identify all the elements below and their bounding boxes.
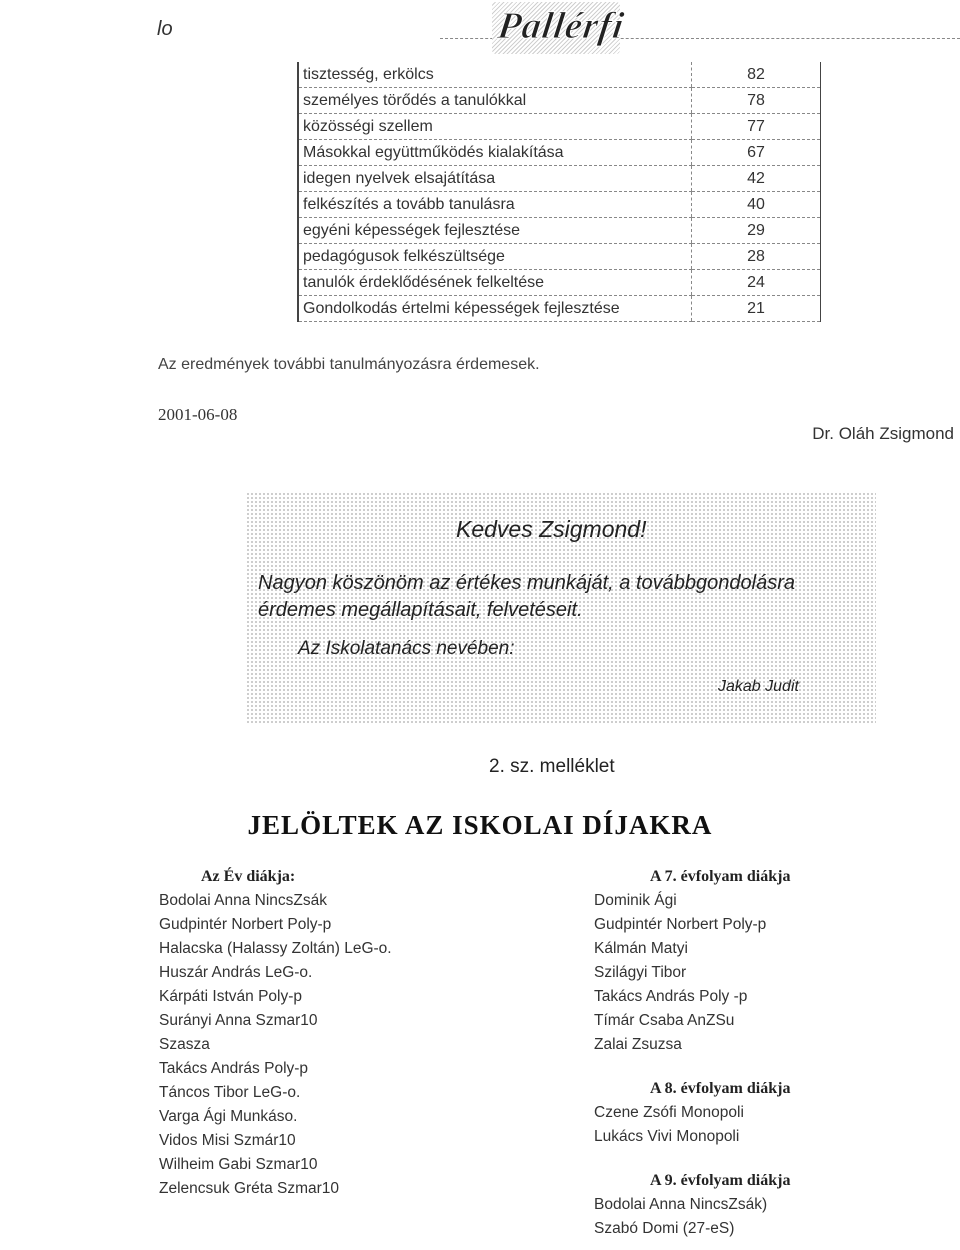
candidate-name: Halacska (Halassy Zoltán) LeG-o. xyxy=(159,940,392,957)
ranking-row xyxy=(298,140,821,166)
grade-group xyxy=(594,1077,914,1149)
grade-group xyxy=(594,1169,914,1241)
ranking-label: Gondolkodás értelmi képességek fejlesztése xyxy=(298,296,692,322)
grade-heading: A 9. évfolyam diákja xyxy=(650,1172,791,1189)
results-note: Az eredmények további tanulmányozásra érdemesek. xyxy=(158,356,540,373)
ranking-row xyxy=(298,296,821,322)
ranking-row xyxy=(298,270,821,296)
ranking-value: 67 xyxy=(692,140,821,166)
grade-heading: A 7. évfolyam diákja xyxy=(650,868,791,885)
candidate-name: Lukács Vivi Monopoli xyxy=(594,1128,740,1145)
ranking-value: 28 xyxy=(692,244,821,270)
candidate-name: Dominik Ági xyxy=(594,892,677,909)
ranking-table xyxy=(297,62,821,322)
candidate-name: Zalai Zsuzsa xyxy=(594,1036,682,1053)
ranking-row xyxy=(298,88,821,114)
ranking-row xyxy=(298,244,821,270)
candidate-name: Tímár Csaba AnZSu xyxy=(594,1012,735,1029)
ranking-row xyxy=(298,192,821,218)
candidate-name: Bodolai Anna NincsZsák xyxy=(159,892,328,909)
ranking-label: idegen nyelvek elsajátítása xyxy=(298,166,692,192)
candidate-name: Czene Zsófi Monopoli xyxy=(594,1104,744,1121)
candidate-list xyxy=(594,1193,914,1241)
column-heading: Az Év diákja: xyxy=(201,868,296,885)
candidate-name: Surányi Anna Szmar10 xyxy=(159,1012,318,1029)
appendix-label: 2. sz. melléklet xyxy=(489,756,615,777)
main-heading: JELÖLTEK AZ ISKOLAI DÍJAKRA xyxy=(247,810,713,840)
ranking-label: tisztesség, erkölcs xyxy=(298,62,692,88)
ranking-row xyxy=(298,114,821,140)
reply-signer: Jakab Judit xyxy=(718,678,799,695)
ranking-label: Másokkal együttműködés kialakítása xyxy=(298,140,692,166)
ranking-value: 42 xyxy=(692,166,821,192)
ranking-value: 21 xyxy=(692,296,821,322)
candidate-name: Bodolai Anna NincsZsák) xyxy=(594,1196,768,1213)
reply-body: Nagyon köszönöm az értékes munkáját, a továbbgondolásra érdemes megállapításait, felvetéseit. xyxy=(258,572,795,621)
grade-group xyxy=(594,865,914,1057)
ranking-row xyxy=(298,62,821,88)
grade-heading: A 8. évfolyam diákja xyxy=(650,1080,791,1097)
ranking-label: pedagógusok felkészültsége xyxy=(298,244,692,270)
candidate-name: Szilágyi Tibor xyxy=(594,964,687,981)
ranking-row xyxy=(298,166,821,192)
ranking-label: személyes törődés a tanulókkal xyxy=(298,88,692,114)
reply-greeting: Kedves Zsigmond! xyxy=(456,516,647,542)
candidate-name: Vidos Misi Szmár10 xyxy=(159,1132,296,1149)
candidates-right-column xyxy=(594,865,914,1241)
candidate-name: Gudpintér Norbert Poly-p xyxy=(594,916,767,933)
candidate-name: Táncos Tibor LeG-o. xyxy=(159,1084,301,1101)
candidate-list xyxy=(594,1101,914,1149)
ranking-label: tanulók érdeklődésének felkeltése xyxy=(298,270,692,296)
ranking-value: 78 xyxy=(692,88,821,114)
logo xyxy=(492,2,628,54)
candidate-name: Szabó Domi (27-eS) xyxy=(594,1220,735,1237)
ranking-value: 40 xyxy=(692,192,821,218)
page-number: lo xyxy=(157,18,173,40)
ranking-label: közösségi szellem xyxy=(298,114,692,140)
ranking-value: 82 xyxy=(692,62,821,88)
candidate-name: Kárpáti István Poly-p xyxy=(159,988,303,1005)
document-date: 2001-06-08 xyxy=(158,405,238,424)
candidate-name: Kálmán Matyi xyxy=(594,940,688,957)
candidate-name: Gudpintér Norbert Poly-p xyxy=(159,916,332,933)
candidates-left-column xyxy=(159,865,489,1201)
ranking-value: 29 xyxy=(692,218,821,244)
ranking-row xyxy=(298,218,821,244)
candidate-name: Huszár András LeG-o. xyxy=(159,964,313,981)
ranking-value: 24 xyxy=(692,270,821,296)
candidate-name: Zelencsuk Gréta Szmar10 xyxy=(159,1180,340,1197)
logo-text: Pallérfi xyxy=(495,5,628,47)
candidate-name: Szasza xyxy=(159,1036,210,1053)
reply-on-behalf: Az Iskolatanács nevében: xyxy=(298,638,515,659)
candidate-list xyxy=(594,889,914,1057)
author-signature: Dr. Oláh Zsigmond xyxy=(812,424,954,443)
ranking-label: felkészítés a tovább tanulásra xyxy=(298,192,692,218)
candidate-list xyxy=(159,889,489,1201)
candidate-name: Takács András Poly -p xyxy=(594,988,748,1005)
candidate-name: Wilheim Gabi Szmar10 xyxy=(159,1156,318,1173)
candidate-name: Takács András Poly-p xyxy=(159,1060,309,1077)
ranking-label: egyéni képességek fejlesztése xyxy=(298,218,692,244)
ranking-value: 77 xyxy=(692,114,821,140)
candidate-name: Varga Ági Munkáso. xyxy=(159,1108,298,1125)
reply-box xyxy=(246,492,876,724)
